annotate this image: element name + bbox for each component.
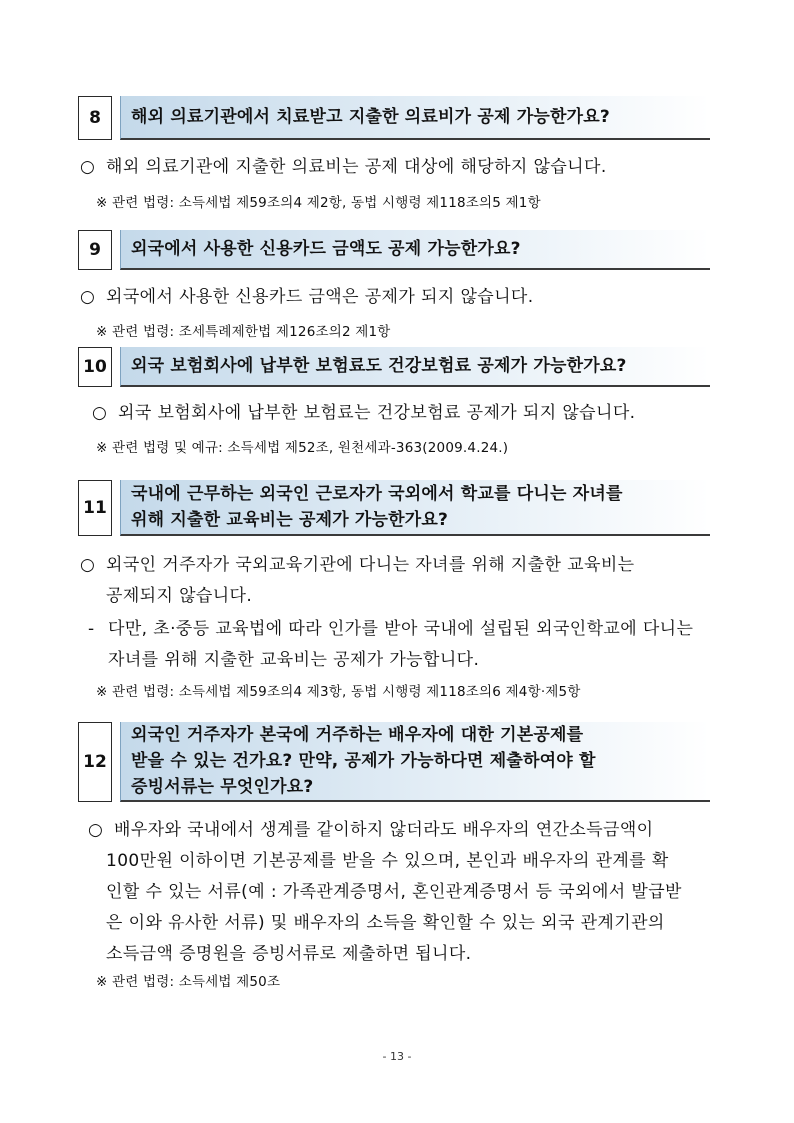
question-title xyxy=(120,722,710,802)
answer-line: 은 이와 유사한 서류) 및 배우자의 소득을 확인할 수 있는 외국 관계기관의 xyxy=(106,913,665,933)
question-title: 외국 보험회사에 납부한 보험료도 건강보험료 공제가 가능한가요? xyxy=(120,347,710,387)
answer xyxy=(88,815,682,970)
answer-text: 외국에서 사용한 신용카드 금액은 공제가 되지 않습니다. xyxy=(106,287,534,307)
question-title xyxy=(120,480,710,536)
question-title-line: 국내에 근무하는 외국인 근로자가 국외에서 학교를 다니는 자녀를 xyxy=(131,484,623,504)
answer xyxy=(80,282,534,313)
question-9-header xyxy=(78,230,710,270)
note-line: 자녀를 위해 지출한 교육비는 공제가 가능합니다. xyxy=(108,650,480,670)
question-12-header xyxy=(78,722,710,802)
legal-reference: ※ 관련 법령: 소득세법 제59조의4 제3항, 동법 시행령 제118조의6 제4항·제5항 xyxy=(96,684,581,700)
question-title-line: 위해 지출한 교육비는 공제가 가능한가요? xyxy=(131,510,449,530)
question-number: 12 xyxy=(78,722,112,802)
dash-bullet: - xyxy=(88,619,95,639)
answer-line: 공제되지 않습니다. xyxy=(106,586,253,606)
answer-text: 외국인 거주자가 국외교육기관에 다니는 자녀를 위해 지출한 교육비는 xyxy=(106,555,635,575)
note-text: 다만, 초·중등 교육법에 따라 인가를 받아 국내에 설립된 외국인학교에 다니는 xyxy=(108,619,694,639)
question-number: 10 xyxy=(78,347,112,387)
note-line xyxy=(88,614,693,645)
question-10-header xyxy=(78,347,710,387)
circle-bullet-icon: ○ xyxy=(80,555,96,575)
legal-reference: ※ 관련 법령: 소득세법 제59조의4 제2항, 동법 시행령 제118조의5 제1항 xyxy=(96,195,541,211)
question-title-line: 받을 수 있는 건가요? 만약, 공제가 가능하다면 제출하여야 할 xyxy=(131,751,596,771)
question-title-line: 외국인 거주자가 본국에 거주하는 배우자에 대한 기본공제를 xyxy=(131,725,584,745)
circle-bullet-icon: ○ xyxy=(80,157,96,177)
question-title: 해외 의료기관에서 치료받고 지출한 의료비가 공제 가능한가요? xyxy=(120,96,710,140)
answer-line: 소득금액 증명원을 증빙서류로 제출하면 됩니다. xyxy=(106,944,472,964)
answer-text: 해외 의료기관에 지출한 의료비는 공제 대상에 해당하지 않습니다. xyxy=(106,157,607,177)
question-title: 외국에서 사용한 신용카드 금액도 공제 가능한가요? xyxy=(120,230,710,270)
question-title-line: 증빙서류는 무엇인가요? xyxy=(131,777,314,797)
answer-line xyxy=(80,550,634,581)
answer xyxy=(80,152,607,183)
legal-reference: ※ 관련 법령: 조세특례제한법 제126조의2 제1항 xyxy=(96,324,391,340)
circle-bullet-icon: ○ xyxy=(88,820,104,840)
answer-line: 인할 수 있는 서류(예 : 가족관계증명서, 혼인관계증명서 등 국외에서 발급받 xyxy=(106,882,682,902)
circle-bullet-icon: ○ xyxy=(92,403,108,423)
answer-text: 배우자와 국내에서 생계를 같이하지 않더라도 배우자의 연간소득금액이 xyxy=(114,820,654,840)
question-number: 11 xyxy=(78,480,112,536)
question-number: 8 xyxy=(78,96,112,140)
answer-text: 외국 보험회사에 납부한 보험료는 건강보험료 공제가 되지 않습니다. xyxy=(118,403,636,423)
answer-note xyxy=(88,614,693,676)
question-number: 9 xyxy=(78,230,112,270)
circle-bullet-icon: ○ xyxy=(80,287,96,307)
legal-reference: ※ 관련 법령 및 예규: 소득세법 제52조, 원천세과-363(2009.4.24.) xyxy=(96,440,509,456)
legal-reference: ※ 관련 법령: 소득세법 제50조 xyxy=(96,974,281,990)
answer xyxy=(80,550,634,612)
page-number: - 13 - xyxy=(382,1050,412,1063)
answer xyxy=(92,398,635,429)
answer-line xyxy=(88,815,682,846)
question-11-header xyxy=(78,480,710,536)
question-8-header xyxy=(78,96,710,140)
answer-line: 100만원 이하이면 기본공제를 받을 수 있으며, 본인과 배우자의 관계를 확 xyxy=(106,851,669,871)
